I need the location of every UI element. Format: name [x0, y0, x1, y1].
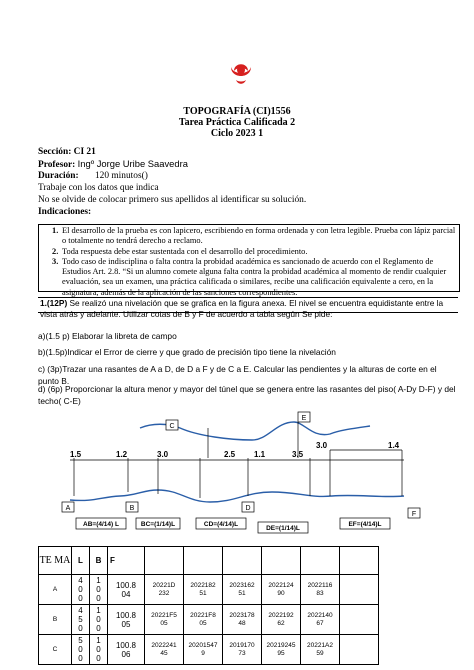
indications-label: Indicaciones: [38, 207, 92, 217]
tema-cell: C [39, 635, 72, 665]
segment-cd-label: CD=(4/14)L [203, 521, 239, 528]
distance-label: 1.4 [388, 441, 400, 450]
section-line [38, 146, 96, 158]
point-c-label: C [169, 423, 175, 430]
instruction-line-2: No se olvide de colocar primero sus apellidos al identificar su solución. [38, 195, 307, 205]
duration-value: 120 minutos() [94, 171, 148, 181]
distance-label: 1.1 [254, 450, 266, 459]
l-cell: 4 0 0 [72, 575, 90, 605]
data-table [38, 546, 379, 665]
code-cell: 2022140 67 [301, 605, 340, 635]
distance-label: 3.0 [316, 441, 328, 450]
code-cell: 2022192 62 [262, 605, 301, 635]
distance-label: 3.0 [157, 450, 169, 459]
section-label: Sección: [38, 147, 72, 157]
header-f: F [108, 547, 145, 575]
question-number: 1.(12P) [40, 298, 68, 308]
instruction-line-1: Trabaje con los datos que indica [38, 183, 159, 193]
f-cell: 100.8 05 [108, 605, 145, 635]
code-cell: 20221F8 05 [184, 605, 223, 635]
point-e-label: E [301, 415, 307, 422]
upc-logo [226, 58, 256, 88]
header-b: B [90, 547, 108, 575]
b-cell: 1 0 0 [90, 605, 108, 635]
table-row [39, 635, 379, 665]
cycle-label: Ciclo 2023 1 [210, 128, 264, 139]
instruction-item: 3. Todo caso de indisciplina o falta contra la probidad académica es sancionado de acuerdo con el Reglamento de Estudios Art. 2.8. “Si un alumno comete alguna falta contra la probidad académica al momento de rendir cualquier evaluación, sea un examen, una práctica calificada o similares, recibe una calificación equivalente a cero, en la asignatura, además de la aplicación de las sanciones correspondientes. [52, 256, 447, 297]
duration-label: Duración: [38, 171, 79, 181]
professor-label: Profesor: [38, 160, 76, 170]
code-cell: 2022116 83 [301, 575, 340, 605]
question-text: Se realizó una nivelación que se grafica en la figura anexa. El nivel se encuentra equidistante entre la vista atrás y adelante. Utilizar cotas de B y F de acuerdo a tabla según Se pide: [40, 298, 444, 320]
professor-value: Ingº Jorge Uribe Saavedra [77, 158, 188, 169]
table-row [39, 605, 379, 635]
distance-label: 2.5 [224, 450, 236, 459]
section-value: CI 21 [73, 147, 96, 157]
question-1 [40, 298, 456, 320]
code-cell: 2022241 45 [145, 635, 184, 665]
part-a: a)(1.5 p) Elaborar la libreta de campo [38, 331, 177, 341]
table-row [39, 575, 379, 605]
instructions-list [38, 226, 456, 298]
point-d-label: D [245, 505, 251, 512]
duration-line [38, 170, 148, 182]
code-cell: 20221A2 59 [301, 635, 340, 665]
distance-label: 3.5 [292, 450, 304, 459]
l-cell: 4 5 0 [72, 605, 90, 635]
point-a-label: A [65, 505, 71, 512]
point-f-label: F [411, 511, 417, 518]
code-cell: 2019170 73 [223, 635, 262, 665]
course-title: TOPOGRAFÍA (CI)1556 [183, 106, 291, 117]
code-cell: 2023162 51 [223, 575, 262, 605]
point-b-label: B [129, 505, 135, 512]
f-cell: 100.8 04 [108, 575, 145, 605]
distance-label: 1.2 [116, 450, 128, 459]
bottom-profile [70, 490, 404, 502]
part-d: d) (6p) Proporcionar la altura menor y mayor del túnel que se genera entre las rasantes del piso( A-Dy D-F) y del techo( C-E) [38, 384, 456, 406]
l-cell: 5 0 0 [72, 635, 90, 665]
part-b: b)(1.5p)Indicar el Error de cierre y que grado de precisión tipo tiene la nivelación [38, 347, 336, 357]
assignment-subtitle: Tarea Práctica Calificada 2 [178, 117, 296, 128]
f-cell: 100.8 06 [108, 635, 145, 665]
code-cell: 2022182 51 [184, 575, 223, 605]
b-cell: 1 0 0 [90, 635, 108, 665]
distance-label: 1.5 [70, 450, 82, 459]
instruction-item: 1. El desarrollo de la prueba es con lapicero, escribiendo en forma ordenada y con letra legible. Prueba con lápiz parcial o totalmente no tendrá derecho a reclamo. [52, 226, 456, 246]
segment-ef-label: EF=(4/14)L [348, 521, 382, 528]
segment-de-label: DE=(1/14)L [266, 525, 300, 532]
code-cell: 20221F5 05 [145, 605, 184, 635]
code-cell: 20201547 9 [184, 635, 223, 665]
code-cell: 2023178 48 [223, 605, 262, 635]
code-cell: 20221D 232 [145, 575, 184, 605]
leveling-diagram [40, 410, 440, 540]
tema-cell: A [39, 575, 72, 605]
header-l: L [72, 547, 90, 575]
header-tema: TE MA [39, 547, 72, 575]
segment-bc-label: BC=(1/14)L [140, 521, 176, 528]
code-cell: 2022124 90 [262, 575, 301, 605]
part-c: c) (3p)Trazar una rasantes de A a D, de D a F y de C a E. Calcular las pendientes y la alturas de corte en el punto B. [38, 364, 437, 386]
code-cell: 20219245 95 [262, 635, 301, 665]
segment-ab-label: AB=(4/14) L [83, 521, 119, 528]
tema-cell: B [39, 605, 72, 635]
instruction-item: 2. Toda respuesta debe estar sustentada con el desarrollo del procedimiento. [52, 246, 308, 256]
b-cell: 1 0 0 [90, 575, 108, 605]
